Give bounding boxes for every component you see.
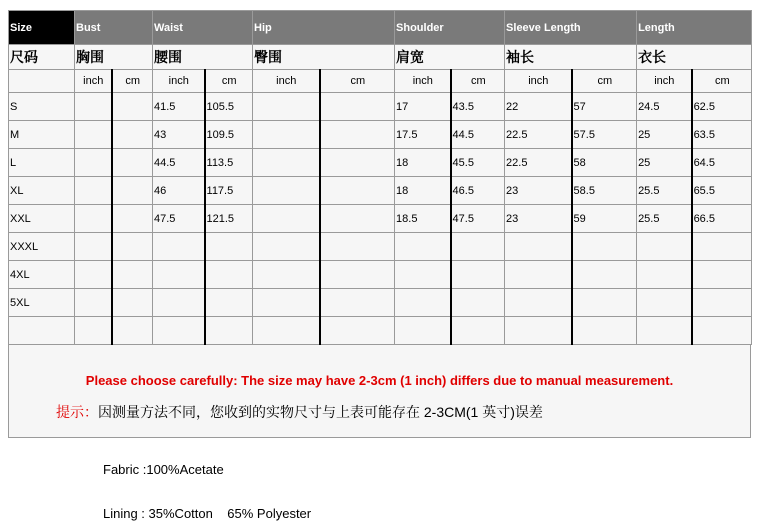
shoulder-inch-cell: 18 <box>395 149 451 177</box>
header-shoulder: Shoulder <box>395 11 505 45</box>
size-cell: 4XL <box>9 261 75 289</box>
table-row <box>9 177 752 205</box>
waist-cm-cell: 109.5 <box>205 121 253 149</box>
hip-inch-cell <box>253 317 320 345</box>
waist-cm-cell <box>205 233 253 261</box>
shoulder-cm-cell: 47.5 <box>451 205 505 233</box>
length-inch-cell: 25.5 <box>637 205 692 233</box>
header-waist: Waist <box>153 11 253 45</box>
size-cell <box>9 317 75 345</box>
shoulder-cm-cell <box>451 233 505 261</box>
sleeve-cm-cell: 57.5 <box>572 121 637 149</box>
size-cell: 5XL <box>9 289 75 317</box>
bust-cm-cell <box>112 121 153 149</box>
size-cell: XXXL <box>9 233 75 261</box>
cn-length: 衣长 <box>637 45 752 70</box>
waist-cm-cell: 121.5 <box>205 205 253 233</box>
chinese-header-row <box>9 45 752 70</box>
measurement-warning-en: Please choose carefully: The size may have 2-3cm (1 inch) differs due to manual measurement. <box>85 373 674 388</box>
waist-inch-cell: 47.5 <box>153 205 205 233</box>
length-inch-cell <box>637 317 692 345</box>
waist-cm-cell: 113.5 <box>205 149 253 177</box>
table-row <box>9 205 752 233</box>
length-cm-cell <box>692 261 752 289</box>
warning-cn-label: 提示： <box>56 404 98 420</box>
cn-size: 尺码 <box>9 45 75 70</box>
table-row <box>9 289 752 317</box>
shoulder-inch-cell <box>395 317 451 345</box>
sleeve-inch-cell <box>505 261 572 289</box>
sleeve-cm-cell: 58.5 <box>572 177 637 205</box>
sleeve-inch-cell <box>505 289 572 317</box>
shoulder-inch-cell <box>395 261 451 289</box>
waist-inch-cell: 44.5 <box>153 149 205 177</box>
cn-shoulder: 肩宽 <box>395 45 505 70</box>
shoulder-inch-cell <box>395 233 451 261</box>
unit-inch: inch <box>75 70 112 93</box>
length-cm-cell: 66.5 <box>692 205 752 233</box>
unit-cm: cm <box>451 70 505 93</box>
hip-inch-cell <box>253 289 320 317</box>
sleeve-cm-cell: 59 <box>572 205 637 233</box>
unit-inch: inch <box>395 70 451 93</box>
hip-cm-cell <box>320 233 395 261</box>
table-row <box>9 149 752 177</box>
waist-inch-cell <box>153 289 205 317</box>
hip-inch-cell <box>253 177 320 205</box>
sleeve-inch-cell: 22.5 <box>505 121 572 149</box>
table-row <box>9 261 752 289</box>
bust-cm-cell <box>112 261 153 289</box>
header-hip: Hip <box>253 11 395 45</box>
length-inch-cell: 25 <box>637 149 692 177</box>
hip-cm-cell <box>320 177 395 205</box>
sleeve-cm-cell: 57 <box>572 93 637 121</box>
hip-cm-cell <box>320 149 395 177</box>
measurement-warning-cn <box>56 402 543 422</box>
shoulder-inch-cell <box>395 289 451 317</box>
length-cm-cell <box>692 317 752 345</box>
hip-inch-cell <box>253 93 320 121</box>
unit-inch: inch <box>637 70 692 93</box>
shoulder-inch-cell: 18 <box>395 177 451 205</box>
sleeve-cm-cell <box>572 289 637 317</box>
shoulder-inch-cell: 17.5 <box>395 121 451 149</box>
hip-cm-cell <box>320 317 395 345</box>
sleeve-cm-cell <box>572 233 637 261</box>
bust-inch-cell <box>75 93 112 121</box>
table-row <box>9 317 752 345</box>
waist-inch-cell <box>153 261 205 289</box>
bust-inch-cell <box>75 289 112 317</box>
unit-inch: inch <box>253 70 320 93</box>
sleeve-inch-cell <box>505 317 572 345</box>
bust-cm-cell <box>112 233 153 261</box>
warning-cn-text: 因测量方法不同，您收到的实物尺寸与上表可能存在 2-3CM(1 英寸)误差 <box>98 404 543 420</box>
length-cm-cell <box>692 289 752 317</box>
bust-cm-cell <box>112 177 153 205</box>
length-inch-cell: 25.5 <box>637 177 692 205</box>
bust-inch-cell <box>75 317 112 345</box>
waist-cm-cell <box>205 289 253 317</box>
sleeve-cm-cell <box>572 317 637 345</box>
header-row <box>9 11 752 45</box>
bust-cm-cell <box>112 149 153 177</box>
hip-cm-cell <box>320 289 395 317</box>
sleeve-inch-cell <box>505 233 572 261</box>
bust-inch-cell <box>75 205 112 233</box>
shoulder-cm-cell: 46.5 <box>451 177 505 205</box>
length-cm-cell: 64.5 <box>692 149 752 177</box>
table-row <box>9 233 752 261</box>
size-chart-table <box>8 10 752 345</box>
unit-cm: cm <box>320 70 395 93</box>
sleeve-cm-cell <box>572 261 637 289</box>
header-sleeve-length: Sleeve Length <box>505 11 637 45</box>
size-cell: XL <box>9 177 75 205</box>
shoulder-inch-cell: 17 <box>395 93 451 121</box>
size-cell: L <box>9 149 75 177</box>
bust-inch-cell <box>75 261 112 289</box>
unit-inch: inch <box>505 70 572 93</box>
bust-cm-cell <box>112 93 153 121</box>
bust-inch-cell <box>75 149 112 177</box>
length-inch-cell <box>637 289 692 317</box>
hip-inch-cell <box>253 121 320 149</box>
waist-inch-cell <box>153 317 205 345</box>
table-row <box>9 93 752 121</box>
unit-row <box>9 70 752 93</box>
bust-inch-cell <box>75 233 112 261</box>
waist-inch-cell: 41.5 <box>153 93 205 121</box>
length-cm-cell: 65.5 <box>692 177 752 205</box>
cn-sleeve: 袖长 <box>505 45 637 70</box>
cn-bust: 胸围 <box>75 45 153 70</box>
unit-cm: cm <box>112 70 153 93</box>
waist-cm-cell: 117.5 <box>205 177 253 205</box>
length-cm-cell: 62.5 <box>692 93 752 121</box>
unit-blank <box>9 70 75 93</box>
waist-cm-cell <box>205 261 253 289</box>
cn-hip: 臀围 <box>253 45 395 70</box>
unit-cm: cm <box>205 70 253 93</box>
size-cell: S <box>9 93 75 121</box>
bust-cm-cell <box>112 289 153 317</box>
waist-inch-cell: 46 <box>153 177 205 205</box>
waist-inch-cell: 43 <box>153 121 205 149</box>
hip-cm-cell <box>320 205 395 233</box>
size-cell: M <box>9 121 75 149</box>
shoulder-cm-cell: 44.5 <box>451 121 505 149</box>
unit-cm: cm <box>692 70 752 93</box>
sleeve-inch-cell: 23 <box>505 177 572 205</box>
hip-inch-cell <box>253 149 320 177</box>
sleeve-inch-cell: 23 <box>505 205 572 233</box>
header-size: Size <box>9 11 75 45</box>
hip-inch-cell <box>253 233 320 261</box>
shoulder-cm-cell: 45.5 <box>451 149 505 177</box>
bust-cm-cell <box>112 205 153 233</box>
bust-cm-cell <box>112 317 153 345</box>
shoulder-cm-cell <box>451 261 505 289</box>
shoulder-cm-cell: 43.5 <box>451 93 505 121</box>
length-inch-cell <box>637 233 692 261</box>
sleeve-cm-cell: 58 <box>572 149 637 177</box>
hip-inch-cell <box>253 261 320 289</box>
bust-inch-cell <box>75 121 112 149</box>
size-cell: XXL <box>9 205 75 233</box>
shoulder-cm-cell <box>451 289 505 317</box>
length-cm-cell: 63.5 <box>692 121 752 149</box>
sleeve-inch-cell: 22 <box>505 93 572 121</box>
hip-cm-cell <box>320 93 395 121</box>
unit-inch: inch <box>153 70 205 93</box>
hip-cm-cell <box>320 261 395 289</box>
unit-cm: cm <box>572 70 637 93</box>
length-inch-cell: 24.5 <box>637 93 692 121</box>
waist-cm-cell: 105.5 <box>205 93 253 121</box>
length-inch-cell: 25 <box>637 121 692 149</box>
cn-waist: 腰围 <box>153 45 253 70</box>
header-length: Length <box>637 11 752 45</box>
shoulder-inch-cell: 18.5 <box>395 205 451 233</box>
header-bust: Bust <box>75 11 153 45</box>
hip-cm-cell <box>320 121 395 149</box>
sleeve-inch-cell: 22.5 <box>505 149 572 177</box>
waist-inch-cell <box>153 233 205 261</box>
lining-info: Lining : 35%Cotton 65% Polyester <box>103 506 312 521</box>
table-row <box>9 121 752 149</box>
bust-inch-cell <box>75 177 112 205</box>
length-cm-cell <box>692 233 752 261</box>
hip-inch-cell <box>253 205 320 233</box>
waist-cm-cell <box>205 317 253 345</box>
length-inch-cell <box>637 261 692 289</box>
fabric-info: Fabric :100%Acetate <box>103 462 224 477</box>
shoulder-cm-cell <box>451 317 505 345</box>
